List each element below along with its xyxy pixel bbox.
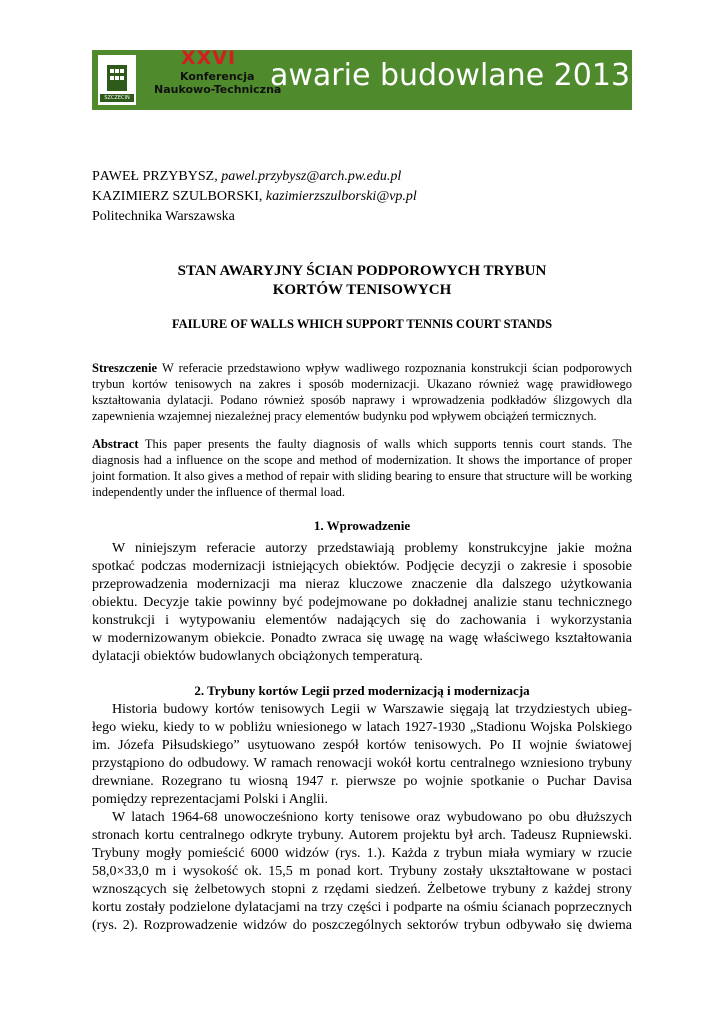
conference-edition: XXVI	[181, 47, 237, 69]
section-1-text: W niniejszym referacie autorzy przedstawiają problemy konstrukcyjne jakie można spotkać podczas modernizacji istniejących obiektów. Podjęcie decyzji o zakresie i sposobie przeprowadzenia modernizacji ma nieraz kluczowe znaczenie dla dalszego użytkowania obiektu. Decyzje takie powinny być podejmowane po dokładnej analizie stanu technicznego konstrukcji i wytypowaniu elementów nadających się do zachowania i wykorzystania w modernizowanym obiekcie. Ponadto zwraca się uwagę na wagę właściwego kształtowania dylatacji obiektów budowlanych obciążonych temperaturą.	[92, 541, 632, 664]
conference-logo	[98, 55, 136, 105]
section-2-text: Historia budowy kortów tenisowych Legii w Warszawie sięgają lat trzydziestych ubieg- łego wieku, kiedy to w pobliżu wniesionego w latach 1927-1930 „Stadionu Wojska Polskiego im. Józefa Piłsudskiego” usytuowano zespół kortów tenisowych. Po II wojnie światowej przystąpiono do odbudowy. W ramach renowacji wokół kortu centralnego wzniesiono trybuny drewniane. Rozegrano tu wiosną 1947 r. pierwsze po wojnie spotkanie o Puchar Davisa pomiędzy reprezentacjami Polski i Anglii. W latach 1964-68 unowocześniono korty tenisowe oraz wybudowano po obu dłuższych stronach kortu centralnego odkryte trybuny. Autorem projektu był arch. Tadeusz Rupniewski. Trybuny mogły pomieścić 6000 widzów (rys. 1.). Każda z trybun miała wymiary w rzucie 58,0×33,0 m i wysokość ok. 15,5 m ponad kort. Trybuny zostały ukształtowane w postaci wznoszących się żelbetowych stopni z rzędami siedzeń. Żelbetowe trybuny z każdej strony kortu zostały podzielone dylatacjami na trzy części i podparte na ośmiu ścianach poprzecznych (rys. 2). Rozprowadzenie widzów do poszczególnych sektorów trybun odbywało się dwiema	[92, 702, 632, 933]
author-block	[92, 167, 417, 227]
affiliation: Politechnika Warszawska	[92, 209, 235, 224]
section-2-heading: 2. Trybuny kortów Legii przed modernizacją i modernizacja	[194, 683, 530, 698]
building-icon	[107, 65, 127, 91]
conference-line1: Konferencja	[180, 70, 255, 83]
author-1: PAWEŁ PRZYBYSZ, pawel.przybysz@arch.pw.edu.pl	[92, 169, 402, 184]
section-1-heading: 1. Wprowadzenie	[313, 518, 411, 533]
abstract: Abstract This paper presents the faulty diagnosis of walls which supports tennis court stands. The diagnosis had a influence on the scope and method of modernization. It shows the importance of proper joint formation. It also gives a method of repair with sliding bearing to ensure that structure will be working independently under the influence of thermal load.	[92, 437, 632, 499]
author-1-email[interactable]: pawel.przybysz@arch.pw.edu.pl	[221, 169, 402, 184]
paper-title: STAN AWARYJNY ŚCIAN PODPOROWYCH TRYBUN KORTÓW TENISOWYCH	[177, 263, 547, 298]
author-2: KAZIMIERZ SZULBORSKI, kazimierzszulborski@vp.pl	[92, 189, 417, 204]
conference-title: awarie budowlane 2013	[270, 58, 631, 93]
author-2-email[interactable]: kazimierzszulborski@vp.pl	[265, 189, 417, 204]
paper-title-en: FAILURE OF WALLS WHICH SUPPORT TENNIS COURT STANDS	[171, 317, 553, 331]
conference-line2: Naukowo-Techniczna	[154, 83, 282, 96]
streszczenie: Streszczenie W referacie przedstawiono wpływ wadliwego rozpoznania konstrukcji ścian podporowych trybun kortów tenisowych na zakres i sposób modernizacji. Ukazano również wagę prawidłowego kształtowania dylatacji. Podano również sposób naprawy i wprowadzenia podkładów ślizgowych dla zapewnienia wzajemnej niezależnej pracy elementów budynku pod wpływem obciążeń termicznych.	[92, 361, 632, 423]
logo-ribbon: SZCZECIN	[100, 94, 134, 102]
